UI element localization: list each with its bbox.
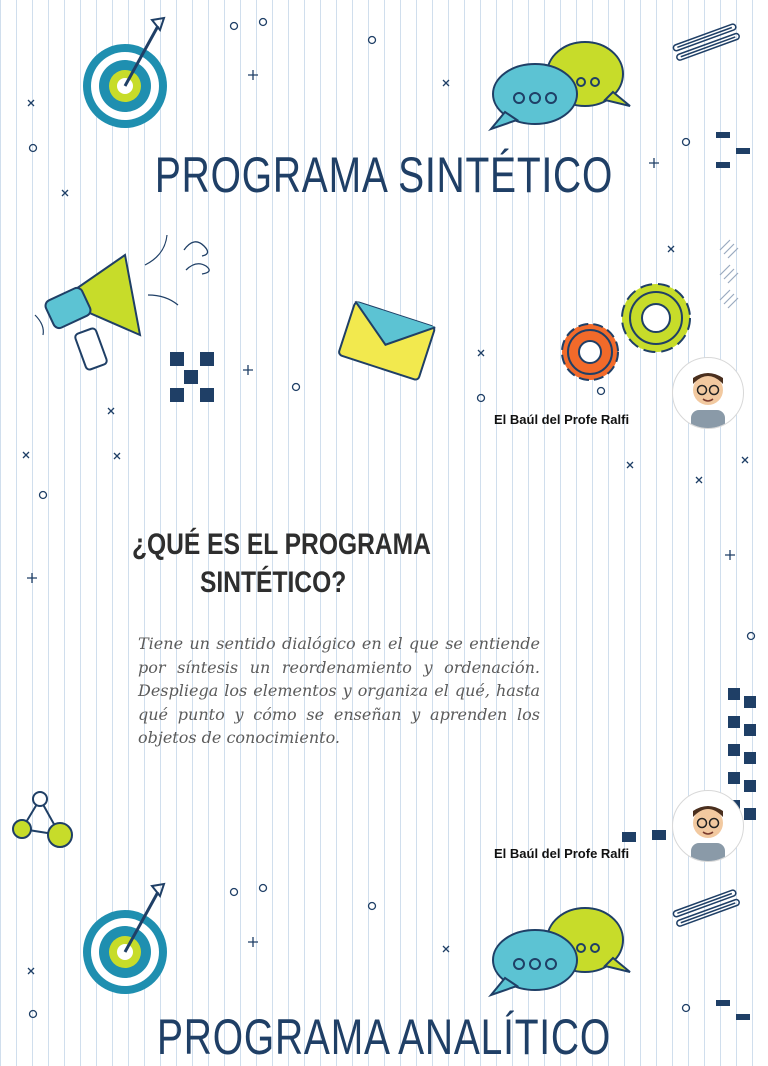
brand-label: El Baúl del Profe Ralfi — [494, 412, 630, 427]
next-page-title: PROGRAMA ANALÍTICO — [157, 1009, 611, 1065]
brand-label: El Baúl del Profe Ralfi — [494, 846, 630, 861]
definition-paragraph: Tiene un sentido dialógico en el que se entiende por síntesis un reordenamiento y ordenación. Despliega los elementos y organiza el qué, hasta qué punto y cómo se enseñan y aprenden los objetos de conocimiento. — [138, 634, 540, 747]
page-title: PROGRAMA SINTÉTICO — [154, 147, 614, 203]
section-heading-line1: ¿QUÉ ES EL PROGRAMA — [132, 528, 431, 561]
section-heading-line2: SINTÉTICO? — [200, 566, 347, 599]
